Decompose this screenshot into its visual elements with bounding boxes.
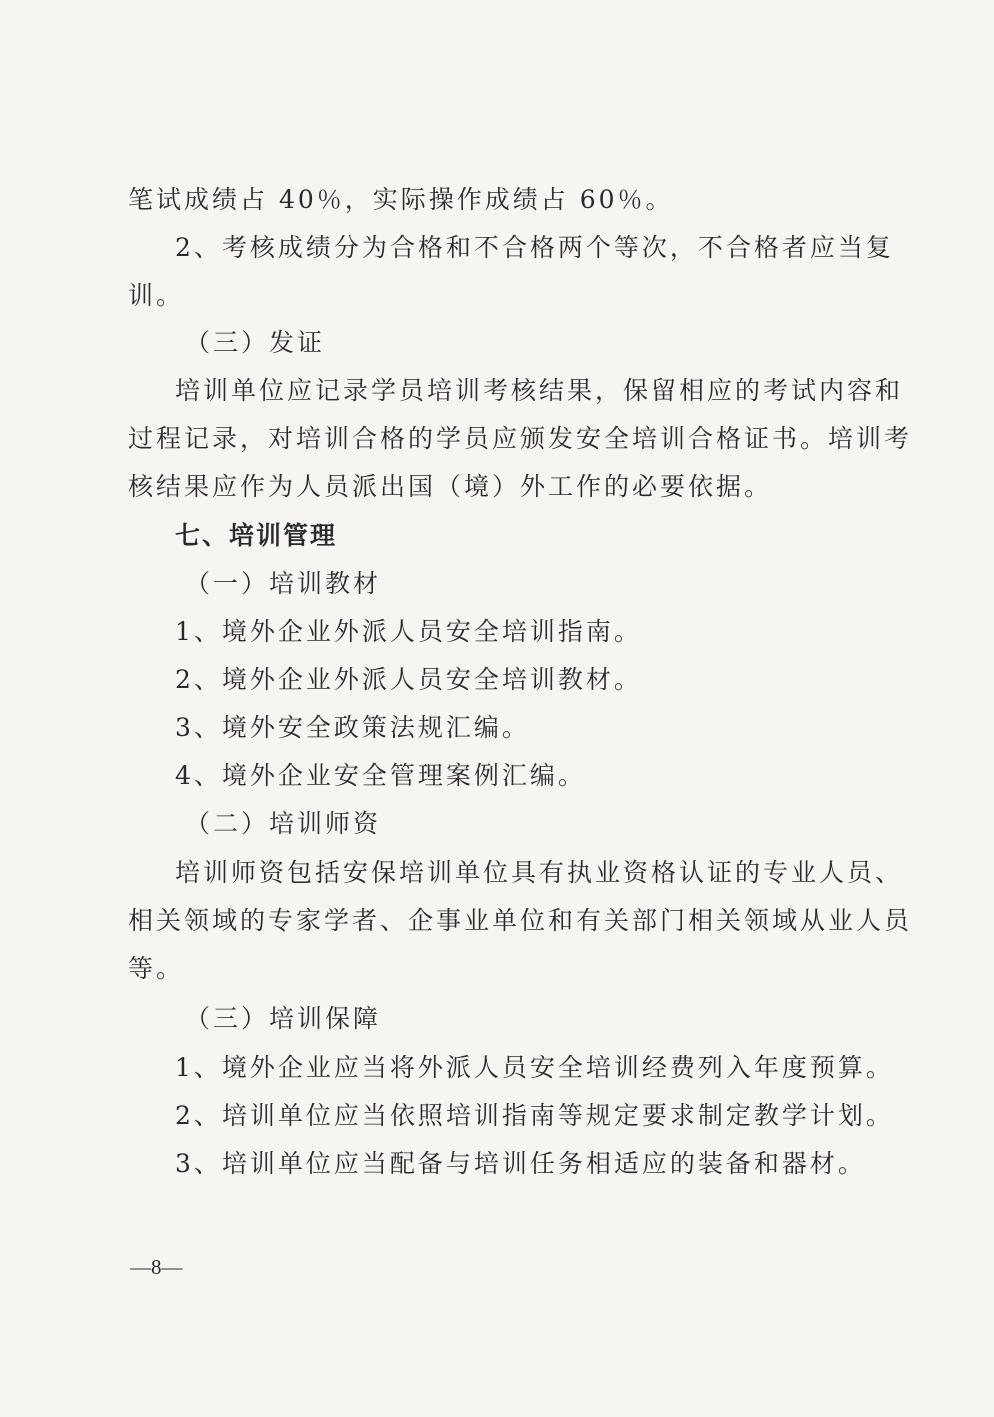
section-heading-training-management: 七、培训管理 [175, 521, 338, 550]
body-line-1: 笔试成绩占 40％，实际操作成绩占 60％。 [128, 185, 674, 214]
subheading-training-support: （三）培训保障 [185, 1004, 382, 1033]
materials-item-3: 3、境外安全政策法规汇编。 [175, 713, 530, 742]
support-item-3: 3、培训单位应当配备与培训任务相适应的装备和器材。 [175, 1149, 866, 1178]
paragraph-line-2: 过程记录，对培训合格的学员应颁发安全培训合格证书。培训考 [128, 424, 913, 453]
materials-item-4: 4、境外企业安全管理案例汇编。 [175, 761, 586, 790]
faculty-paragraph-line-2: 相关领域的专家学者、企事业单位和有关部门相关领域从业人员 [128, 906, 913, 935]
page-number: —8— [130, 1255, 183, 1279]
list-item-2: 2、考核成绩分为合格和不合格两个等次，不合格者应当复 [175, 233, 894, 262]
materials-item-1: 1、境外企业外派人员安全培训指南。 [175, 617, 642, 646]
support-item-1: 1、境外企业应当将外派人员安全培训经费列入年度预算。 [175, 1053, 894, 1082]
support-item-2: 2、培训单位应当依照培训指南等规定要求制定教学计划。 [175, 1101, 894, 1130]
subheading-issue-certificate: （三）发证 [185, 328, 326, 357]
paragraph-line-3: 核结果应作为人员派出国（境）外工作的必要依据。 [128, 472, 773, 501]
materials-item-2: 2、境外企业外派人员安全培训教材。 [175, 665, 642, 694]
paragraph-line-1: 培训单位应记录学员培训考核结果，保留相应的考试内容和 [175, 376, 904, 405]
subheading-training-faculty: （二）培训师资 [185, 809, 382, 838]
faculty-paragraph-line-1: 培训师资包括安保培训单位具有执业资格认证的专业人员、 [175, 858, 904, 887]
faculty-paragraph-line-3: 等。 [128, 954, 185, 983]
body-line-3: 训。 [128, 281, 185, 310]
subheading-training-materials: （一）培训教材 [185, 569, 382, 598]
